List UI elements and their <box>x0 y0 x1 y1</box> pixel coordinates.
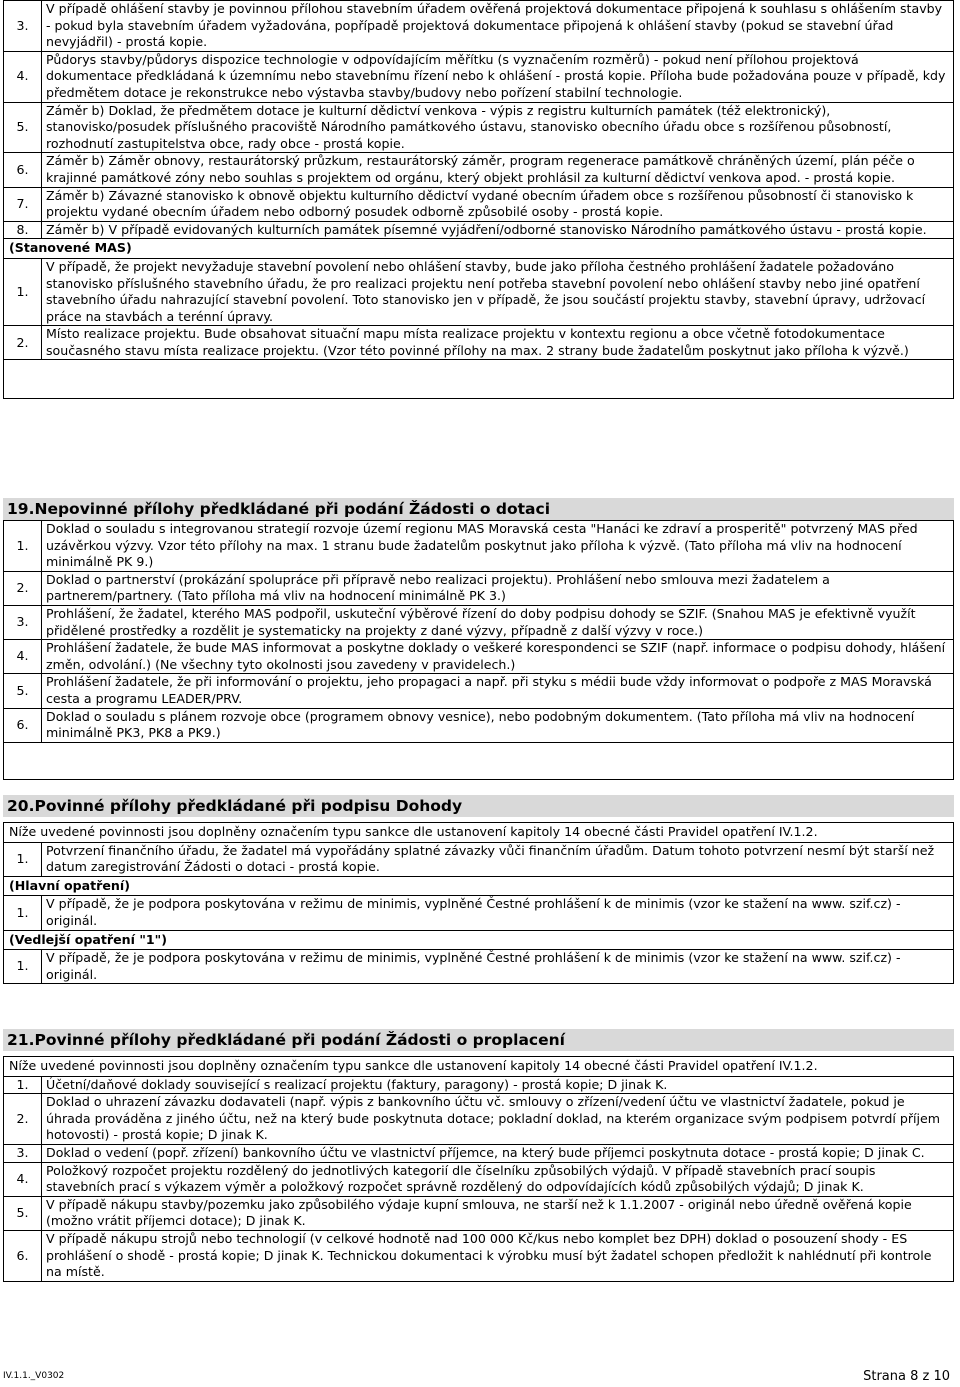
subheading-main-measure: (Hlavní opatření) <box>4 877 953 897</box>
row-number: 2. <box>4 1094 42 1144</box>
row-number: 3. <box>4 1 42 51</box>
section-21-rows <box>4 1077 953 1281</box>
row-text: Doklad o vedení (popř. zřízení) bankovního účtu ve vlastnictví příjemce, na který bude příjemci poskytnuta dotace - prostá kopie; D jinak C. <box>46 1144 925 1160</box>
section-20-heading <box>3 795 954 817</box>
table-row <box>4 326 953 359</box>
section-title: Povinné přílohy předkládané při podpisu Dohody <box>34 797 463 815</box>
section-20-rows <box>4 843 953 877</box>
section-number: 19. <box>7 500 35 518</box>
row-text: Záměr b) Závazné stanovisko k obnově objektu kulturního dědictví vydané obecním úřadem obce s rozšířenou působností či stanovisko k projektu vydané obecním úřadem nebo odborný posudek odborně způsobilé osoby - prostá kopie. <box>46 187 914 220</box>
table-row <box>4 709 953 742</box>
section-19-heading <box>3 498 954 520</box>
table-row <box>4 1163 953 1197</box>
row-text: Prohlášení žadatele, že při informování o projektu, jeho propagaci a např. při styku s médii bude vždy informovat o podpoře z MAS Moravská cesta a programu LEADER/PRV. <box>46 674 932 706</box>
table-row <box>4 521 953 572</box>
row-number: 2. <box>4 572 42 605</box>
row-text: V případě nákupu strojů nebo technologií (v celkové hodnotě nad 100 000 Kč/kus nebo komplet bez DPH) doklad o posouzení shody - ES prohlášení o shodě - prostá kopie; D jinak K. Technickou dokumentaci k výrobku musí být žadatel schopen předložit k nahlédnutí při kontrole na místě. <box>46 1230 932 1280</box>
main-measure-rows <box>4 896 953 930</box>
table-row <box>4 188 953 222</box>
row-text: Půdorys stavby/půdorys dispozice technologie v odpovídajícím měřítku (s vyznačením rozměrů) - pokud není přílohou projektová dokumentace předkládaná k územnímu nebo stavebnímu řízení nebo k ohlášení - prostá kopie. Příloha bude požadována pouze v případě, kdy předmětem dotace je rekonstrukce nebo výstavba stavby/budovy nebo pořízení stabilní technologie. <box>46 51 946 100</box>
row-text: V případě ohlášení stavby je povinnou přílohou stavebním úřadem ověřená projektová dokumentace připojená k souhlasu s ohlášením stavby - pokud byla stavebním úřadem vyžadována, popřípadě projektová dokumentace připojená k ohlášení stavby (pokud se stavební úřad nevyjádřil) - prostá kopie. <box>46 1 943 50</box>
side-measure-rows <box>4 950 953 983</box>
row-number: 4. <box>4 640 42 673</box>
empty-row <box>4 742 953 779</box>
row-text: V případě, že projekt nevyžaduje stavební povolení nebo ohlášení stavby, bude jako příloha čestného prohlášení žadatele požadováno stanovisko příslušného stavebního úřadu, že pro realizaci projektu není potřeba stavební povolení nebo ohlášení stavby nebo jiné opatření stavebního úřadu nahrazující stavební povolení. Toto stanovisko jen v případě, že jsou součástí projektu stavby, stavební úpravy, udržovací práce na stavbách a terénní úpravy. <box>46 258 926 324</box>
row-number: 1. <box>4 843 42 876</box>
attachments-table-continued <box>3 0 954 399</box>
mas-attachments-rows <box>4 259 953 360</box>
table-row <box>4 606 953 640</box>
row-number: 1. <box>4 521 42 571</box>
section-number: 20. <box>7 797 35 815</box>
table-row <box>4 572 953 606</box>
section-21-intro: Níže uvedené povinnosti jsou doplněny označením typu sankce dle ustanovení kapitoly 14 obecné části Pravidel opatření IV.1.2. <box>4 1057 953 1077</box>
row-text: Doklad o partnerství (prokázání spolupráce při přípravě nebo realizaci projektu). Prohlášení nebo smlouva mezi žadatelem a partnerem/partnery. (Tato příloha má vliv na hodnocení minimálně PK 3.) <box>46 571 830 604</box>
attachments-rows <box>4 1 953 238</box>
section-number: 21. <box>7 1031 35 1049</box>
row-number: 6. <box>4 709 42 742</box>
row-number: 1. <box>4 1077 42 1094</box>
table-row <box>4 640 953 674</box>
document-code: IV.1.1._V0302 <box>3 1371 65 1381</box>
row-number: 5. <box>4 103 42 153</box>
row-number: 4. <box>4 52 42 102</box>
table-row <box>4 1197 953 1231</box>
section-20-intro: Níže uvedené povinnosti jsou doplněny označením typu sankce dle ustanovení kapitoly 14 obecné části Pravidel opatření IV.1.2. <box>4 823 953 843</box>
section-title: Nepovinné přílohy předkládané při podání Žádosti o dotaci <box>34 500 551 518</box>
row-number: 3. <box>4 606 42 639</box>
subheading-side-measure: (Vedlejší opatření "1") <box>4 931 953 951</box>
table-row <box>4 950 953 983</box>
row-number: 2. <box>4 326 42 359</box>
table-row <box>4 1094 953 1145</box>
row-number: 5. <box>4 674 42 707</box>
row-text: Doklad o souladu s plánem rozvoje obce (programem obnovy vesnice), nebo podobným dokumentem. (Tato příloha má vliv na hodnocení minimálně PK3, PK8 a PK9.) <box>46 708 915 741</box>
row-text: Potvrzení finančního úřadu, že žadatel má vypořádány splatné závazky vůči finančním úřadům. Datum tohoto potvrzení nesmí být starší než datum zaregistrování Žádosti o dotaci - prostá kopie. <box>46 842 935 875</box>
table-row <box>4 1145 953 1163</box>
row-number: 1. <box>4 950 42 983</box>
table-row <box>4 674 953 708</box>
row-text: V případě, že je podpora poskytována v režimu de minimis, vyplněné Čestné prohlášení k de minimis (vzor ke stažení na www. szif.cz) - originál. <box>46 896 901 928</box>
table-row <box>4 52 953 103</box>
row-number: 3. <box>4 1145 42 1162</box>
table-row <box>4 1 953 52</box>
table-row <box>4 1231 953 1281</box>
section-21-heading <box>3 1029 954 1051</box>
row-text: Záměr b) Záměr obnovy, restaurátorský průzkum, restaurátorský záměr, program regenerace památkově chráněných území, plán péče o krajinné památkové zóny nebo souhlas s projektem od orgánu, který objekt prohlásil za kulturní dědictví venkova apod. - prostá kopie. <box>46 153 915 185</box>
page-number: Strana 8 z 10 <box>863 1369 950 1384</box>
row-number: 4. <box>4 1163 42 1196</box>
section-21-table <box>3 1056 954 1282</box>
row-number: 1. <box>4 259 42 325</box>
table-row <box>4 896 953 929</box>
row-text: Záměr b) Doklad, že předmětem dotace je kulturní dědictví venkova - výpis z registru kulturních památek (též elektronický), stanovisko/posudek příslušného pracoviště Národního památkového ústavu, stanovisko obecního úřadu obce s rozšířenou působností, rozhodnutí zastupitelstva obce, rady obce - prostá kopie. <box>46 102 892 151</box>
row-text: Doklad o uhrazení závazku dodavateli (např. výpis z bankovního účtu vč. smlouvy o zřízení/vedení účtu ve vlastnictví žadatele, pokud je úhrada prováděna z jiného účtu, než na který bude poskytnuta dotace; pokladní doklad, na kterém organizace svým podpisem potvrdí příjem hotovosti) - prostá kopie; D jinak K. <box>46 1094 941 1143</box>
table-row <box>4 843 953 876</box>
row-text: V případě nákupu stavby/pozemku jako způsobilého výdaje kupní smlouva, ne starší než k 1.1.2007 - originál nebo úředně ověřená kopie (možno vrátit příjemci dotace); D jinak K. <box>46 1196 912 1229</box>
subheading-mas: (Stanovené MAS) <box>4 238 953 259</box>
row-number: 5. <box>4 1197 42 1230</box>
table-row <box>4 153 953 187</box>
row-text: Položkový rozpočet projektu rozdělený do jednotlivých kategorií dle číselníku způsobilých výdajů. V případě stavebních prací soupis stavebních prací s výkazem výměr a položkový rozpočet správně rozdělený do odpovídajících kódů způsobilých výdajů; D jinak K. <box>46 1162 876 1195</box>
row-text: Místo realizace projektu. Bude obsahovat situační mapu místa realizace projektu v kontextu regionu a obce včetně fotodokumentace současného stavu místa realizace projektu. (Vzor této povinné přílohy na max. 2 strany bude žadatelům poskytnut jako příloha k výzvě.) <box>46 326 909 358</box>
row-text: Doklad o souladu s integrovanou strategií rozvoje území regionu MAS Moravská cesta "Hanáci ke zdraví a prosperitě" potvrzený MAS před uzávěrkou výzvy. Vzor této přílohy na max. 1 stranu bude žadatelům poskytnut jako příloha k výzvě. (Tato příloha má vliv na hodnocení minimálně PK 9.) <box>46 521 918 570</box>
row-text: Prohlášení žadatele, že bude MAS informovat a poskytne doklady o veškeré korespondenci se SZIF (např. informace o podpisu dohody, hlášení změn, odvolání.) (Ne všechny tyto okolnosti jsou zavedeny v pravidelech.) <box>46 640 946 672</box>
table-row <box>4 1077 953 1095</box>
section-19-table <box>3 520 954 780</box>
row-number: 1. <box>4 896 42 929</box>
row-text: Účetní/daňové doklady související s realizací projektu (faktury, paragony) - prostá kopie; D jinak K. <box>46 1076 668 1092</box>
section-19-rows <box>4 521 953 742</box>
section-20-table <box>3 822 954 984</box>
table-row <box>4 222 953 239</box>
row-number: 6. <box>4 153 42 186</box>
row-text: V případě, že je podpora poskytována v režimu de minimis, vyplněné Čestné prohlášení k de minimis (vzor ke stažení na www. szif.cz) - originál. <box>46 950 901 982</box>
table-row <box>4 103 953 154</box>
row-text: Záměr b) V případě evidovaných kulturních památek písemné vyjádření/odborné stanovisko Národního památkového ústavu - prostá kopie. <box>46 221 927 237</box>
section-title: Povinné přílohy předkládané při podání Žádosti o proplacení <box>34 1031 565 1049</box>
row-number: 8. <box>4 222 42 239</box>
empty-row <box>4 359 953 398</box>
row-number: 7. <box>4 188 42 221</box>
table-row <box>4 259 953 326</box>
row-text: Prohlášení, že žadatel, kterého MAS podpořil, uskuteční výběrové řízení do doby podpisu dohody se SZIF. (Snahou MAS je efektivně využít přidělené prostředky a rozdělit je systematicky na projekty z dané výzvy, případně z další výzvy v roce.) <box>46 605 916 638</box>
row-number: 6. <box>4 1231 42 1281</box>
